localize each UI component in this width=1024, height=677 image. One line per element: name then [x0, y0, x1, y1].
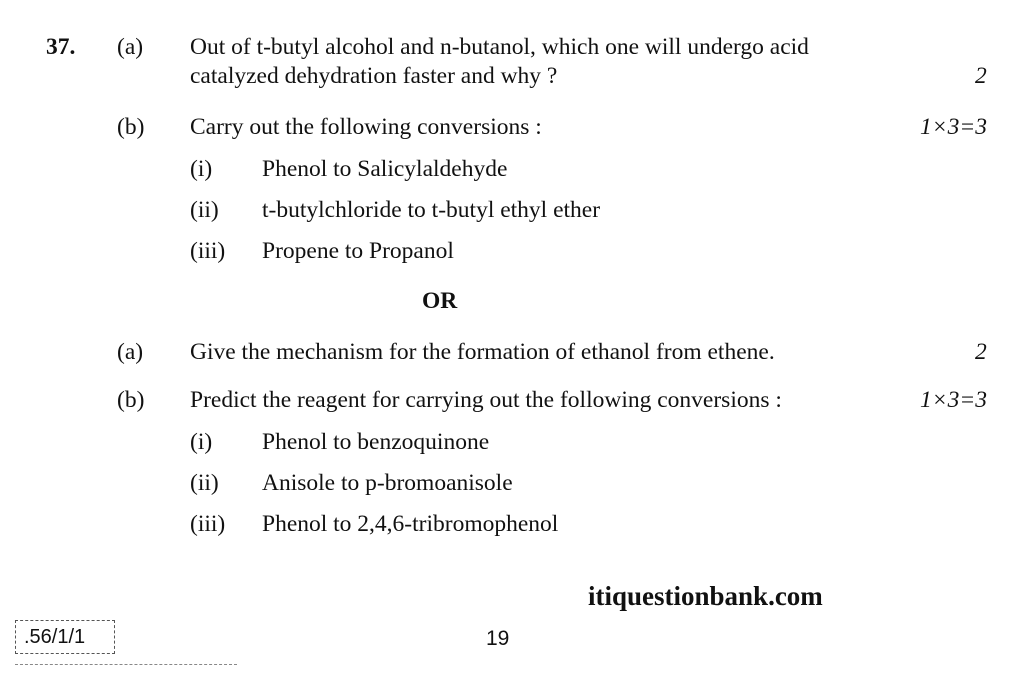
page-number: 19 — [486, 627, 510, 650]
part-a-marks: 2 — [975, 63, 987, 89]
part-b-item-text: Phenol to Salicylaldehyde — [262, 156, 508, 182]
alt-part-b-item-text: Phenol to benzoquinone — [262, 429, 490, 455]
or-separator: OR — [422, 288, 458, 314]
question-number: 37. — [46, 34, 76, 60]
part-b-item-text: t-butylchloride to t-butyl ethyl ether — [262, 197, 601, 223]
part-a-text-line2: catalyzed dehydration faster and why ? — [190, 63, 558, 89]
watermark-text: itiquestionbank.com — [588, 581, 823, 611]
alt-part-a-label: (a) — [117, 339, 144, 365]
part-b-text: Carry out the following conversions : — [190, 114, 542, 140]
alt-part-a-marks: 2 — [975, 339, 987, 365]
part-b-item-text: Propene to Propanol — [262, 238, 454, 264]
alt-part-b-item-num: (i) — [190, 429, 213, 455]
alt-part-b-label: (b) — [117, 387, 145, 413]
alt-part-b-item-text: Phenol to 2,4,6-tribromophenol — [262, 511, 559, 537]
footer-divider — [15, 664, 237, 665]
alt-part-b-item-text: Anisole to p-bromoanisole — [262, 470, 513, 496]
part-b-item-num: (iii) — [190, 238, 226, 264]
part-b-item-num: (i) — [190, 156, 213, 182]
part-b-marks: 1×3=3 — [920, 114, 987, 140]
part-a-text-line1: Out of t-butyl alcohol and n-butanol, which one will undergo acid — [190, 34, 809, 60]
paper-code: .56/1/1 — [15, 620, 115, 654]
alt-part-b-item-num: (iii) — [190, 511, 226, 537]
alt-part-a-text: Give the mechanism for the formation of ethanol from ethene. — [190, 339, 775, 365]
alt-part-b-item-num: (ii) — [190, 470, 219, 496]
alt-part-b-marks: 1×3=3 — [920, 387, 987, 413]
alt-part-b-text: Predict the reagent for carrying out the following conversions : — [190, 387, 782, 413]
part-b-item-num: (ii) — [190, 197, 219, 223]
part-a-label: (a) — [117, 34, 144, 60]
part-b-label: (b) — [117, 114, 145, 140]
